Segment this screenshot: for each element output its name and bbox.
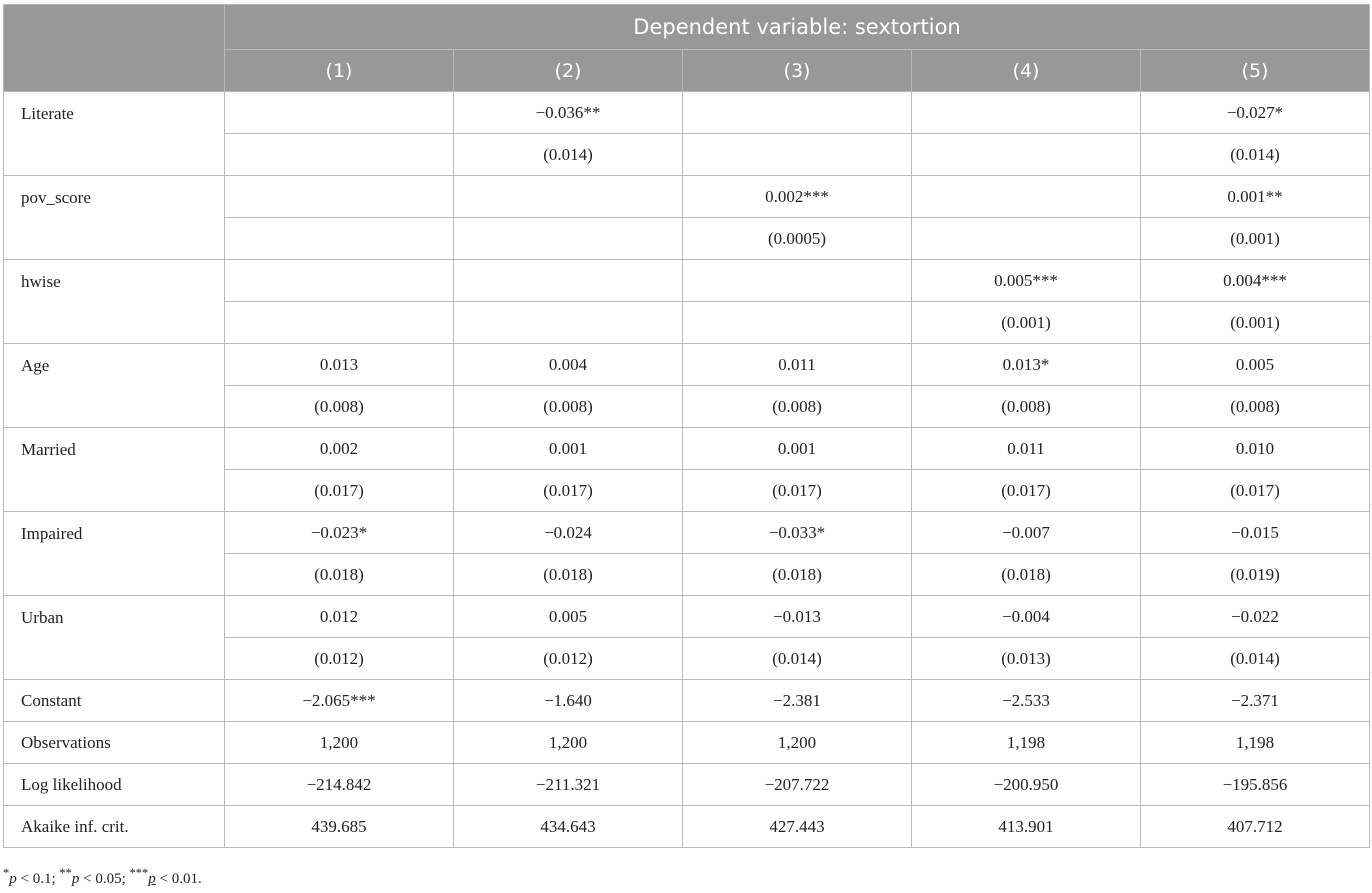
coef-row-literate — [4, 92, 1370, 134]
stat-label-observations: Observations — [4, 722, 225, 764]
coef-cell — [225, 260, 454, 302]
column-header-4: (4) — [912, 50, 1141, 92]
coef-cell: −0.033* — [683, 512, 912, 554]
column-header-1: (1) — [225, 50, 454, 92]
standard-error-cell — [683, 302, 912, 344]
standard-error-cell: (0.018) — [683, 554, 912, 596]
stat-value-cell: −2.533 — [912, 680, 1141, 722]
coef-row-age — [4, 344, 1370, 386]
footnote-p-3: p — [148, 871, 156, 887]
coef-cell — [683, 260, 912, 302]
stat-value-cell: 1,198 — [1141, 722, 1370, 764]
row-label-impaired: Impaired — [4, 512, 225, 596]
stat-value-cell: 1,200 — [454, 722, 683, 764]
standard-error-cell: (0.008) — [454, 386, 683, 428]
standard-error-cell: (0.017) — [683, 470, 912, 512]
stat-value-cell: 1,198 — [912, 722, 1141, 764]
footnote-p-2: p — [71, 871, 80, 887]
row-label-urban: Urban — [4, 596, 225, 680]
coef-cell: 0.001 — [454, 428, 683, 470]
stat-label-log-likelihood: Log likelihood — [4, 764, 225, 806]
regression-table — [3, 4, 1370, 848]
coef-cell: 0.005 — [1141, 344, 1370, 386]
coef-row-impaired — [4, 512, 1370, 554]
coef-cell — [225, 92, 454, 134]
column-header-2: (2) — [454, 50, 683, 92]
standard-error-cell: (0.017) — [1141, 470, 1370, 512]
coef-row-pov-score — [4, 176, 1370, 218]
row-label-literate: Literate — [4, 92, 225, 176]
coef-row-married — [4, 428, 1370, 470]
stat-value-cell: −2.371 — [1141, 680, 1370, 722]
stat-value-cell: 1,200 — [225, 722, 454, 764]
coef-cell: 0.012 — [225, 596, 454, 638]
coef-cell — [912, 176, 1141, 218]
coef-cell: 0.010 — [1141, 428, 1370, 470]
footnote-text-1: < 0.1; — [16, 871, 60, 887]
standard-error-cell: (0.019) — [1141, 554, 1370, 596]
coef-cell: 0.005 — [454, 596, 683, 638]
footnote-p-1: p — [9, 871, 17, 887]
standard-error-cell: (0.014) — [454, 134, 683, 176]
coef-cell — [683, 92, 912, 134]
coef-cell: −0.027* — [1141, 92, 1370, 134]
coef-cell — [454, 260, 683, 302]
standard-error-cell: (0.018) — [454, 554, 683, 596]
standard-error-cell — [225, 134, 454, 176]
stat-value-cell: 439.685 — [225, 806, 454, 848]
standard-error-cell: (0.013) — [912, 638, 1141, 680]
coef-cell: 0.001 — [683, 428, 912, 470]
standard-error-cell: (0.008) — [225, 386, 454, 428]
coef-cell — [454, 176, 683, 218]
standard-error-cell: (0.001) — [912, 302, 1141, 344]
footnote-star-1: * — [3, 866, 10, 880]
coef-row-hwise — [4, 260, 1370, 302]
dependent-variable-header: Dependent variable: sextortion — [225, 5, 1370, 50]
regression-table-container — [3, 4, 1369, 848]
footnote-text-2: < 0.05; — [79, 871, 130, 887]
coef-cell: −0.007 — [912, 512, 1141, 554]
stat-value-cell: 413.901 — [912, 806, 1141, 848]
footnote-star-3: *** — [129, 866, 149, 880]
stat-value-cell: 1,200 — [683, 722, 912, 764]
standard-error-cell: (0.018) — [912, 554, 1141, 596]
coef-cell — [225, 176, 454, 218]
coef-cell: 0.004*** — [1141, 260, 1370, 302]
stat-value-cell: −195.856 — [1141, 764, 1370, 806]
stat-value-cell: −211.321 — [454, 764, 683, 806]
standard-error-cell: (0.014) — [683, 638, 912, 680]
standard-error-cell: (0.017) — [912, 470, 1141, 512]
stat-label-constant: Constant — [4, 680, 225, 722]
standard-error-cell — [683, 134, 912, 176]
coef-cell: −0.023* — [225, 512, 454, 554]
standard-error-cell — [454, 218, 683, 260]
coef-cell — [912, 92, 1141, 134]
standard-error-cell — [912, 218, 1141, 260]
coef-cell: 0.002*** — [683, 176, 912, 218]
standard-error-cell: (0.014) — [1141, 134, 1370, 176]
stat-row-constant — [4, 680, 1370, 722]
coef-cell: 0.001** — [1141, 176, 1370, 218]
column-header-5: (5) — [1141, 50, 1370, 92]
coef-cell: 0.011 — [683, 344, 912, 386]
stat-value-cell: 434.643 — [454, 806, 683, 848]
coef-row-urban — [4, 596, 1370, 638]
stat-value-cell: −200.950 — [912, 764, 1141, 806]
coef-cell: −0.013 — [683, 596, 912, 638]
standard-error-cell: (0.008) — [912, 386, 1141, 428]
stat-value-cell: −2.381 — [683, 680, 912, 722]
stat-label-akaike-inf-crit-: Akaike inf. crit. — [4, 806, 225, 848]
standard-error-cell: (0.017) — [225, 470, 454, 512]
stat-row-observations — [4, 722, 1370, 764]
standard-error-cell — [225, 218, 454, 260]
footnote-star-2: ** — [59, 866, 72, 880]
standard-error-cell: (0.017) — [454, 470, 683, 512]
coef-cell: 0.005*** — [912, 260, 1141, 302]
coef-cell: −0.022 — [1141, 596, 1370, 638]
stat-row-log-likelihood — [4, 764, 1370, 806]
stat-value-cell: 407.712 — [1141, 806, 1370, 848]
header-corner-cell — [4, 5, 225, 92]
stat-value-cell: −2.065*** — [225, 680, 454, 722]
standard-error-cell — [454, 302, 683, 344]
row-label-pov-score: pov_score — [4, 176, 225, 260]
stat-value-cell: −1.640 — [454, 680, 683, 722]
row-label-age: Age — [4, 344, 225, 428]
standard-error-cell: (0.014) — [1141, 638, 1370, 680]
coef-cell: −0.036** — [454, 92, 683, 134]
significance-footnote — [3, 866, 202, 888]
coef-cell: 0.004 — [454, 344, 683, 386]
coef-cell: 0.002 — [225, 428, 454, 470]
coef-cell: −0.015 — [1141, 512, 1370, 554]
coef-cell: 0.011 — [912, 428, 1141, 470]
stat-value-cell: −207.722 — [683, 764, 912, 806]
coef-cell: −0.004 — [912, 596, 1141, 638]
footnote-text-3: < 0.01. — [155, 871, 202, 887]
coef-cell: 0.013* — [912, 344, 1141, 386]
standard-error-cell: (0.001) — [1141, 302, 1370, 344]
stat-row-akaike-inf-crit- — [4, 806, 1370, 848]
coef-cell: −0.024 — [454, 512, 683, 554]
stat-value-cell: 427.443 — [683, 806, 912, 848]
standard-error-cell — [912, 134, 1141, 176]
coef-cell: 0.013 — [225, 344, 454, 386]
standard-error-cell: (0.008) — [1141, 386, 1370, 428]
standard-error-cell: (0.0005) — [683, 218, 912, 260]
standard-error-cell: (0.012) — [454, 638, 683, 680]
row-label-married: Married — [4, 428, 225, 512]
row-label-hwise: hwise — [4, 260, 225, 344]
standard-error-cell: (0.008) — [683, 386, 912, 428]
stat-value-cell: −214.842 — [225, 764, 454, 806]
standard-error-cell: (0.012) — [225, 638, 454, 680]
standard-error-cell: (0.001) — [1141, 218, 1370, 260]
standard-error-cell: (0.018) — [225, 554, 454, 596]
standard-error-cell — [225, 302, 454, 344]
column-header-3: (3) — [683, 50, 912, 92]
